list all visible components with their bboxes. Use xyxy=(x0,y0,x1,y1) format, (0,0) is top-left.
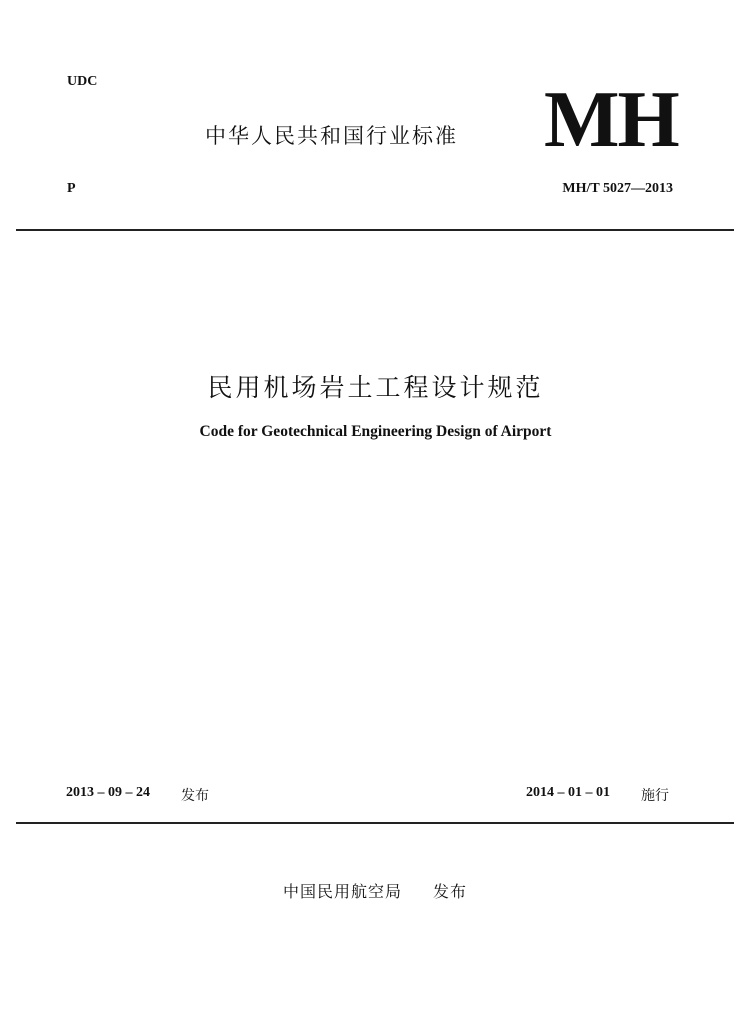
document-title-chinese: 民用机场岩土工程设计规范 xyxy=(207,373,544,402)
udc-label: UDC xyxy=(67,74,98,89)
top-divider xyxy=(16,229,734,231)
mh-logo: MH xyxy=(544,76,678,164)
standard-number: MH/T 5027—2013 xyxy=(562,181,673,196)
effective-date: 2014 – 01 – 01 xyxy=(526,785,610,800)
effective-label: 施行 xyxy=(641,788,669,804)
document-title-english: Code for Geotechnical Engineering Design of Airport xyxy=(199,423,552,440)
standard-category-name: 中华人民共和国行业标准 xyxy=(205,124,458,148)
classification-code: P xyxy=(67,181,76,196)
issuing-action-label: 发布 xyxy=(433,882,468,901)
issuing-authority: 中国民用航空局 xyxy=(283,882,403,901)
bottom-divider xyxy=(16,822,734,824)
publish-label: 发布 xyxy=(181,788,209,804)
publish-date: 2013 – 09 – 24 xyxy=(66,785,150,800)
